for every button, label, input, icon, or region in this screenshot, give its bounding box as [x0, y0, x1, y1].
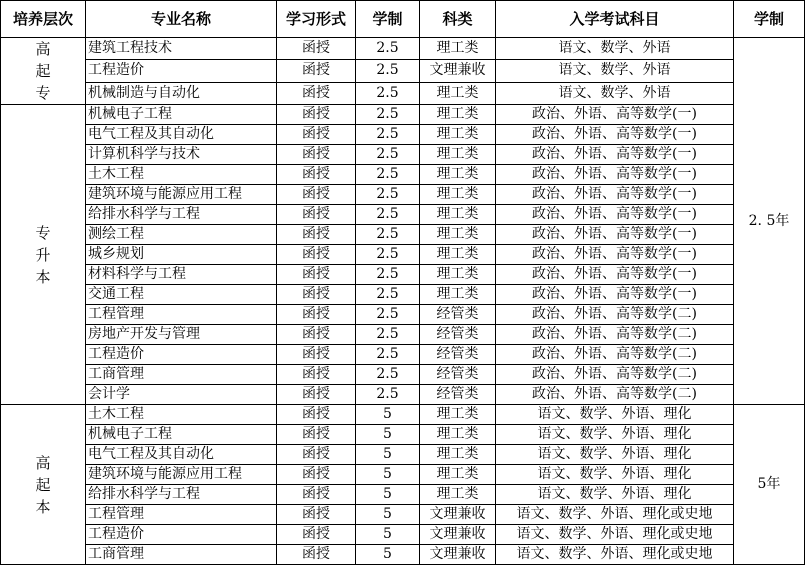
level-cell [1, 38, 86, 105]
category-cell: 理工类 [420, 205, 496, 225]
subjects-cell: 语文、数学、外语 [496, 60, 734, 82]
subjects-cell: 语文、数学、外语、理化 [496, 425, 734, 445]
table-row [1, 185, 805, 205]
table-row [1, 265, 805, 285]
category-cell: 理工类 [420, 38, 496, 60]
level-char: 本 [35, 267, 51, 286]
category-cell: 理工类 [420, 445, 496, 465]
header-subjects: 入学考试科目 [496, 1, 734, 38]
table-row [1, 425, 805, 445]
level-char: 本 [35, 497, 51, 516]
category-cell: 理工类 [420, 225, 496, 245]
form-cell: 函授 [277, 445, 356, 465]
table-row [1, 485, 805, 505]
table-row [1, 445, 805, 465]
table-row [1, 145, 805, 165]
major-cell: 工程管理 [86, 505, 277, 525]
subjects-cell: 政治、外语、高等数学(一) [496, 245, 734, 265]
subjects-cell: 语文、数学、外语 [496, 82, 734, 104]
table-row [1, 365, 805, 385]
subjects-cell: 语文、数学、外语、理化 [496, 465, 734, 485]
length-cell: 2.5 [356, 365, 420, 385]
form-cell: 函授 [277, 60, 356, 82]
category-cell: 文理兼收 [420, 525, 496, 545]
subjects-cell: 政治、外语、高等数学(一) [496, 105, 734, 125]
duration-cell: 5年 [734, 405, 805, 565]
table-row [1, 505, 805, 525]
category-cell: 经管类 [420, 325, 496, 345]
header-form: 学习形式 [277, 1, 356, 38]
length-cell: 2.5 [356, 82, 420, 104]
major-cell: 会计学 [86, 385, 277, 405]
subjects-cell: 语文、数学、外语、理化 [496, 485, 734, 505]
form-cell: 函授 [277, 505, 356, 525]
category-cell: 经管类 [420, 305, 496, 325]
level-cell [1, 105, 86, 405]
subjects-cell: 政治、外语、高等数学(一) [496, 225, 734, 245]
table-row [1, 205, 805, 225]
form-cell: 函授 [277, 265, 356, 285]
table-row [1, 245, 805, 265]
level-char: 高 [35, 40, 51, 58]
table-row [1, 385, 805, 405]
category-cell: 理工类 [420, 285, 496, 305]
length-cell: 5 [356, 525, 420, 545]
duration-cell: 2. 5年 [734, 38, 805, 405]
subjects-cell: 语文、数学、外语、理化 [496, 405, 734, 425]
level-cell [1, 405, 86, 565]
form-cell: 函授 [277, 82, 356, 104]
major-cell: 工程造价 [86, 60, 277, 82]
form-cell: 函授 [277, 125, 356, 145]
level-char: 高 [35, 453, 51, 472]
subjects-cell: 政治、外语、高等数学(二) [496, 345, 734, 365]
form-cell: 函授 [277, 285, 356, 305]
length-cell: 2.5 [356, 305, 420, 325]
length-cell: 2.5 [356, 145, 420, 165]
major-cell: 土木工程 [86, 405, 277, 425]
level-char: 升 [35, 245, 51, 264]
table-row [1, 545, 805, 565]
major-cell: 测绘工程 [86, 225, 277, 245]
category-cell: 文理兼收 [420, 505, 496, 525]
length-cell: 2.5 [356, 38, 420, 60]
header-length: 学制 [356, 1, 420, 38]
major-cell: 建筑环境与能源应用工程 [86, 185, 277, 205]
table-row [1, 325, 805, 345]
header-row [1, 1, 805, 38]
subjects-cell: 政治、外语、高等数学(一) [496, 185, 734, 205]
level-char: 专 [35, 84, 51, 102]
form-cell: 函授 [277, 305, 356, 325]
category-cell: 理工类 [420, 465, 496, 485]
major-cell: 机械电子工程 [86, 105, 277, 125]
table-row [1, 82, 805, 104]
subjects-cell: 政治、外语、高等数学(一) [496, 205, 734, 225]
table-row [1, 405, 805, 425]
category-cell: 经管类 [420, 345, 496, 365]
major-cell: 材料科学与工程 [86, 265, 277, 285]
length-cell: 2.5 [356, 245, 420, 265]
subjects-cell: 政治、外语、高等数学(一) [496, 265, 734, 285]
category-cell: 理工类 [420, 265, 496, 285]
major-cell: 工程造价 [86, 525, 277, 545]
major-cell: 机械制造与自动化 [86, 82, 277, 104]
length-cell: 2.5 [356, 345, 420, 365]
subjects-cell: 政治、外语、高等数学(一) [496, 285, 734, 305]
subjects-cell: 语文、数学、外语、理化或史地 [496, 505, 734, 525]
major-cell: 土木工程 [86, 165, 277, 185]
table-row [1, 125, 805, 145]
category-cell: 理工类 [420, 125, 496, 145]
length-cell: 5 [356, 465, 420, 485]
category-cell: 经管类 [420, 385, 496, 405]
subjects-cell: 语文、数学、外语 [496, 38, 734, 60]
major-cell: 电气工程及其自动化 [86, 445, 277, 465]
category-cell: 经管类 [420, 365, 496, 385]
category-cell: 文理兼收 [420, 60, 496, 82]
major-cell: 给排水科学与工程 [86, 205, 277, 225]
table-row [1, 285, 805, 305]
major-cell: 电气工程及其自动化 [86, 125, 277, 145]
major-cell: 工商管理 [86, 545, 277, 565]
length-cell: 2.5 [356, 325, 420, 345]
form-cell: 函授 [277, 185, 356, 205]
category-cell: 理工类 [420, 82, 496, 104]
subjects-cell: 语文、数学、外语、理化或史地 [496, 525, 734, 545]
category-cell: 理工类 [420, 145, 496, 165]
table-row [1, 105, 805, 125]
subjects-cell: 政治、外语、高等数学(二) [496, 305, 734, 325]
subjects-cell: 政治、外语、高等数学(二) [496, 365, 734, 385]
header-duration: 学制 [734, 1, 805, 38]
major-cell: 工商管理 [86, 365, 277, 385]
table-row [1, 38, 805, 60]
length-cell: 2.5 [356, 225, 420, 245]
form-cell: 函授 [277, 405, 356, 425]
major-cell: 机械电子工程 [86, 425, 277, 445]
length-cell: 5 [356, 405, 420, 425]
subjects-cell: 政治、外语、高等数学(二) [496, 385, 734, 405]
subjects-cell: 政治、外语、高等数学(一) [496, 165, 734, 185]
length-cell: 5 [356, 505, 420, 525]
subjects-cell: 政治、外语、高等数学(二) [496, 325, 734, 345]
table-row [1, 345, 805, 365]
category-cell: 文理兼收 [420, 545, 496, 565]
category-cell: 理工类 [420, 425, 496, 445]
length-cell: 5 [356, 445, 420, 465]
table-row [1, 305, 805, 325]
form-cell: 函授 [277, 165, 356, 185]
major-cell: 工程造价 [86, 345, 277, 365]
form-cell: 函授 [277, 38, 356, 60]
form-cell: 函授 [277, 105, 356, 125]
category-cell: 理工类 [420, 105, 496, 125]
header-level: 培养层次 [1, 1, 86, 38]
form-cell: 函授 [277, 385, 356, 405]
form-cell: 函授 [277, 325, 356, 345]
form-cell: 函授 [277, 225, 356, 245]
length-cell: 2.5 [356, 205, 420, 225]
subjects-cell: 语文、数学、外语、理化或史地 [496, 545, 734, 565]
length-cell: 2.5 [356, 125, 420, 145]
subjects-cell: 语文、数学、外语、理化 [496, 445, 734, 465]
length-cell: 5 [356, 545, 420, 565]
table-row [1, 60, 805, 82]
length-cell: 2.5 [356, 285, 420, 305]
length-cell: 2.5 [356, 165, 420, 185]
major-cell: 建筑工程技术 [86, 38, 277, 60]
table-row [1, 165, 805, 185]
level-char: 起 [35, 62, 51, 80]
subjects-cell: 政治、外语、高等数学(一) [496, 125, 734, 145]
major-cell: 给排水科学与工程 [86, 485, 277, 505]
table-row [1, 225, 805, 245]
length-cell: 2.5 [356, 385, 420, 405]
form-cell: 函授 [277, 545, 356, 565]
form-cell: 函授 [277, 485, 356, 505]
length-cell: 5 [356, 425, 420, 445]
level-char: 起 [35, 475, 51, 494]
major-cell: 计算机科学与技术 [86, 145, 277, 165]
category-cell: 理工类 [420, 405, 496, 425]
category-cell: 理工类 [420, 245, 496, 265]
header-major: 专业名称 [86, 1, 277, 38]
form-cell: 函授 [277, 425, 356, 445]
table-row [1, 465, 805, 485]
table-row [1, 525, 805, 545]
length-cell: 2.5 [356, 185, 420, 205]
form-cell: 函授 [277, 205, 356, 225]
category-cell: 理工类 [420, 485, 496, 505]
major-cell: 交通工程 [86, 285, 277, 305]
level-char: 专 [35, 223, 51, 242]
major-cell: 建筑环境与能源应用工程 [86, 465, 277, 485]
table-body [1, 38, 805, 565]
form-cell: 函授 [277, 365, 356, 385]
form-cell: 函授 [277, 525, 356, 545]
major-cell: 工程管理 [86, 305, 277, 325]
length-cell: 5 [356, 485, 420, 505]
major-cell: 房地产开发与管理 [86, 325, 277, 345]
header-category: 科类 [420, 1, 496, 38]
major-cell: 城乡规划 [86, 245, 277, 265]
category-cell: 理工类 [420, 185, 496, 205]
subjects-cell: 政治、外语、高等数学(一) [496, 145, 734, 165]
length-cell: 2.5 [356, 265, 420, 285]
length-cell: 2.5 [356, 60, 420, 82]
length-cell: 2.5 [356, 105, 420, 125]
form-cell: 函授 [277, 465, 356, 485]
form-cell: 函授 [277, 245, 356, 265]
form-cell: 函授 [277, 345, 356, 365]
form-cell: 函授 [277, 145, 356, 165]
category-cell: 理工类 [420, 165, 496, 185]
